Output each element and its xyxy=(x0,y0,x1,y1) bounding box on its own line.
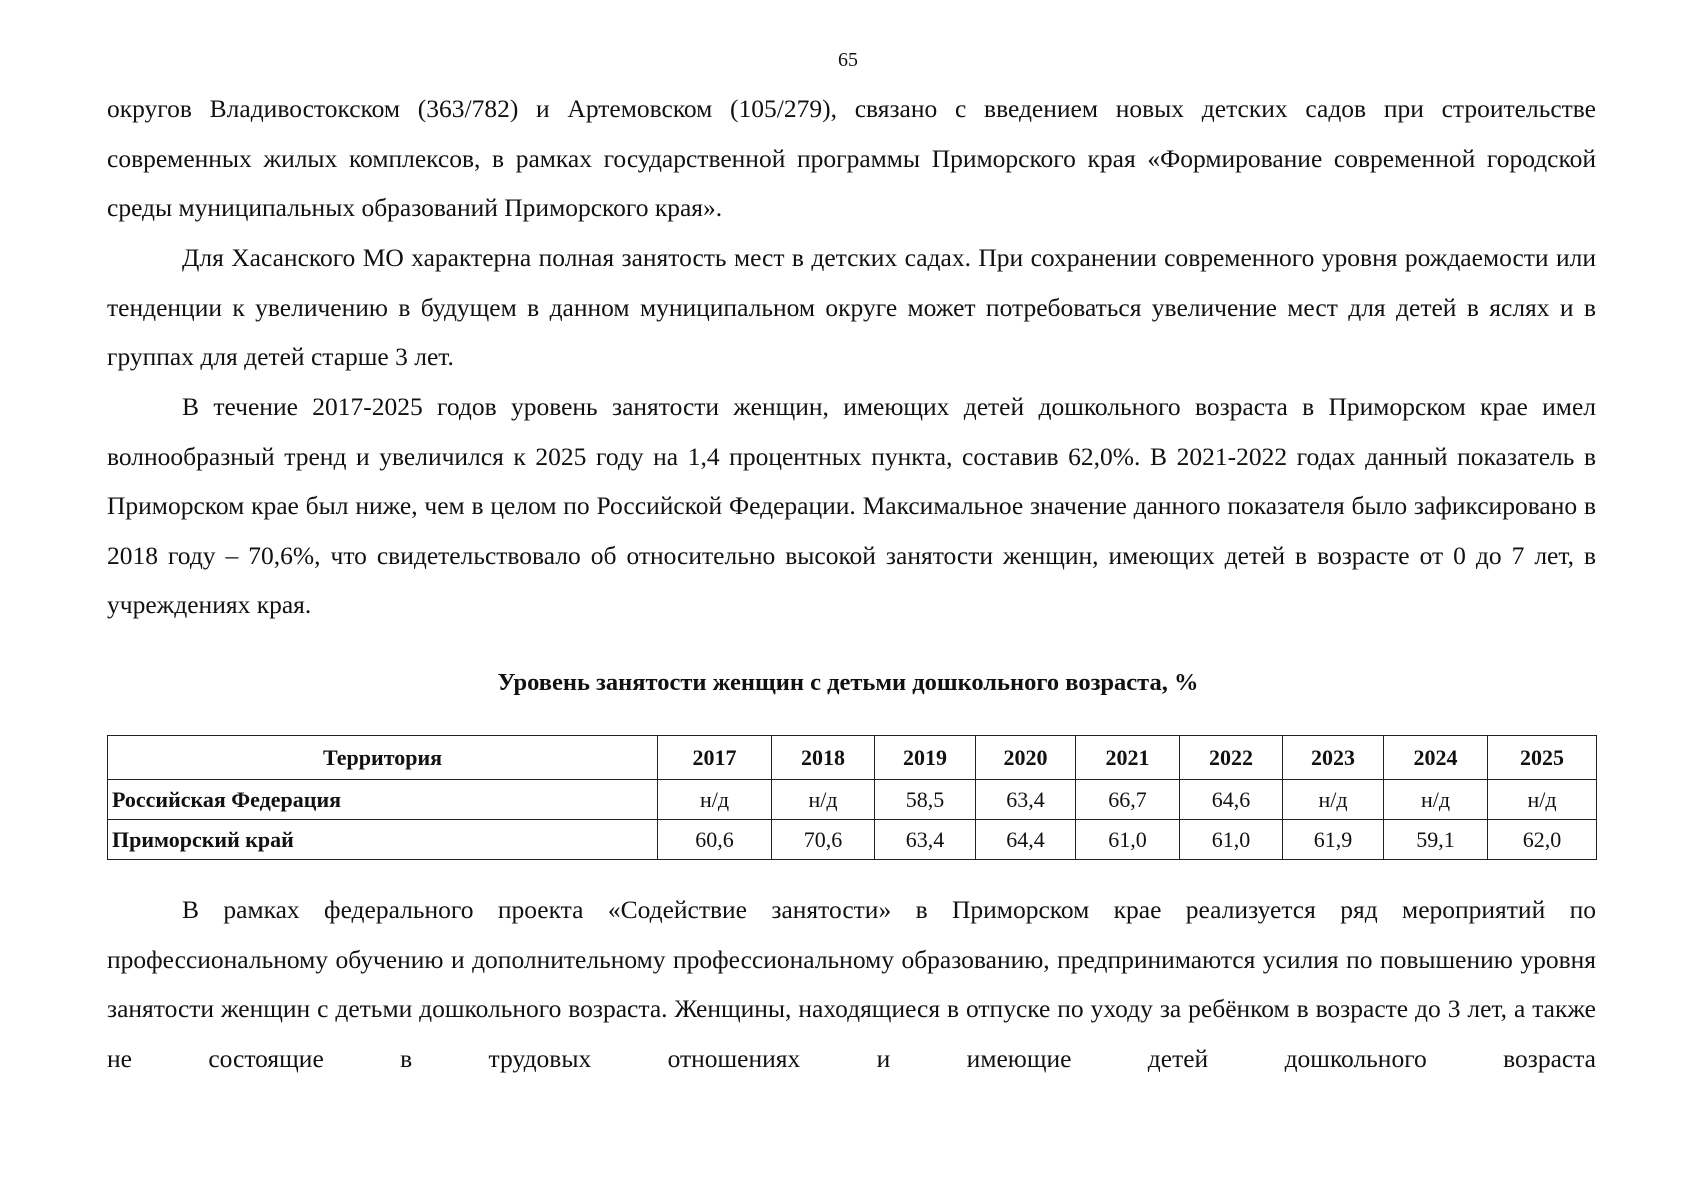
table-row xyxy=(108,780,1597,820)
page-number: 65 xyxy=(838,49,858,71)
value-cell: 62,0 xyxy=(1488,820,1597,860)
header-territory: Территория xyxy=(108,736,658,780)
header-year: 2017 xyxy=(658,736,772,780)
header-year: 2020 xyxy=(976,736,1076,780)
territory-cell: Российская Федерация xyxy=(108,780,658,820)
value-cell: 63,4 xyxy=(875,820,976,860)
value-cell: 63,4 xyxy=(976,780,1076,820)
value-cell: н/д xyxy=(1283,780,1384,820)
value-cell: 58,5 xyxy=(875,780,976,820)
territory-cell: Приморский край xyxy=(108,820,658,860)
value-cell: 64,4 xyxy=(976,820,1076,860)
table-header-row xyxy=(108,736,1597,780)
value-cell: 60,6 xyxy=(658,820,772,860)
table-title: Уровень занятости женщин с детьми дошкольного возраста, % xyxy=(497,669,1199,696)
header-year: 2023 xyxy=(1283,736,1384,780)
header-year: 2018 xyxy=(772,736,875,780)
value-cell: 61,9 xyxy=(1283,820,1384,860)
paragraph-federal-project: В рамках федерального проекта «Содействие занятости» в Приморском крае реализуется ряд мероприятий по профессиональному обучению и дополнительному профессиональному образованию, предпринимаются усилия по повышению уровня занятости женщин с детьми дошкольного возраста. Женщины, находящиеся в отпуске по уходу за ребёнком в возрасте до 3 лет, а также не состоящие в трудовых отношениях и имеющие детей дошкольного возраста xyxy=(107,895,1596,1073)
header-year: 2022 xyxy=(1180,736,1283,780)
table-row xyxy=(108,820,1597,860)
value-cell: н/д xyxy=(658,780,772,820)
employment-table xyxy=(107,735,1597,860)
value-cell: 70,6 xyxy=(772,820,875,860)
value-cell: н/д xyxy=(1488,780,1597,820)
header-year: 2021 xyxy=(1076,736,1180,780)
paragraph-employment-trend: В течение 2017-2025 годов уровень занятости женщин, имеющих детей дошкольного возраста в Приморском крае имел волнообразный тренд и увеличился к 2025 году на 1,4 процентных пункта, составив 62,0%. В 2021-2022 годах данный показатель в Приморском крае был ниже, чем в целом по Российской Федерации. Максимальное значение данного показателя было зафиксировано в 2018 году – 70,6%, что свидетельствовало об относительно высокой занятости женщин, имеющих детей в возрасте от 0 до 7 лет, в учреждениях края. xyxy=(107,392,1596,619)
header-year: 2025 xyxy=(1488,736,1597,780)
paragraph-districts: округов Владивостокском (363/782) и Артемовском (105/279), связано с введением новых детских садов при строительстве современных жилых комплексов, в рамках государственной программы Приморского края «Формирование современной городской среды муниципальных образований Приморского края». xyxy=(107,94,1596,222)
value-cell: н/д xyxy=(1384,780,1488,820)
value-cell: 61,0 xyxy=(1180,820,1283,860)
value-cell: 61,0 xyxy=(1076,820,1180,860)
header-year: 2024 xyxy=(1384,736,1488,780)
value-cell: 59,1 xyxy=(1384,820,1488,860)
header-year: 2019 xyxy=(875,736,976,780)
paragraph-khasansky: Для Хасанского МО характерна полная занятость мест в детских садах. При сохранении современного уровня рождаемости или тенденции к увеличению в будущем в данном муниципальном округе может потребоваться увеличение мест для детей в яслях и в группах для детей старше 3 лет. xyxy=(107,243,1596,371)
value-cell: 66,7 xyxy=(1076,780,1180,820)
value-cell: н/д xyxy=(772,780,875,820)
value-cell: 64,6 xyxy=(1180,780,1283,820)
